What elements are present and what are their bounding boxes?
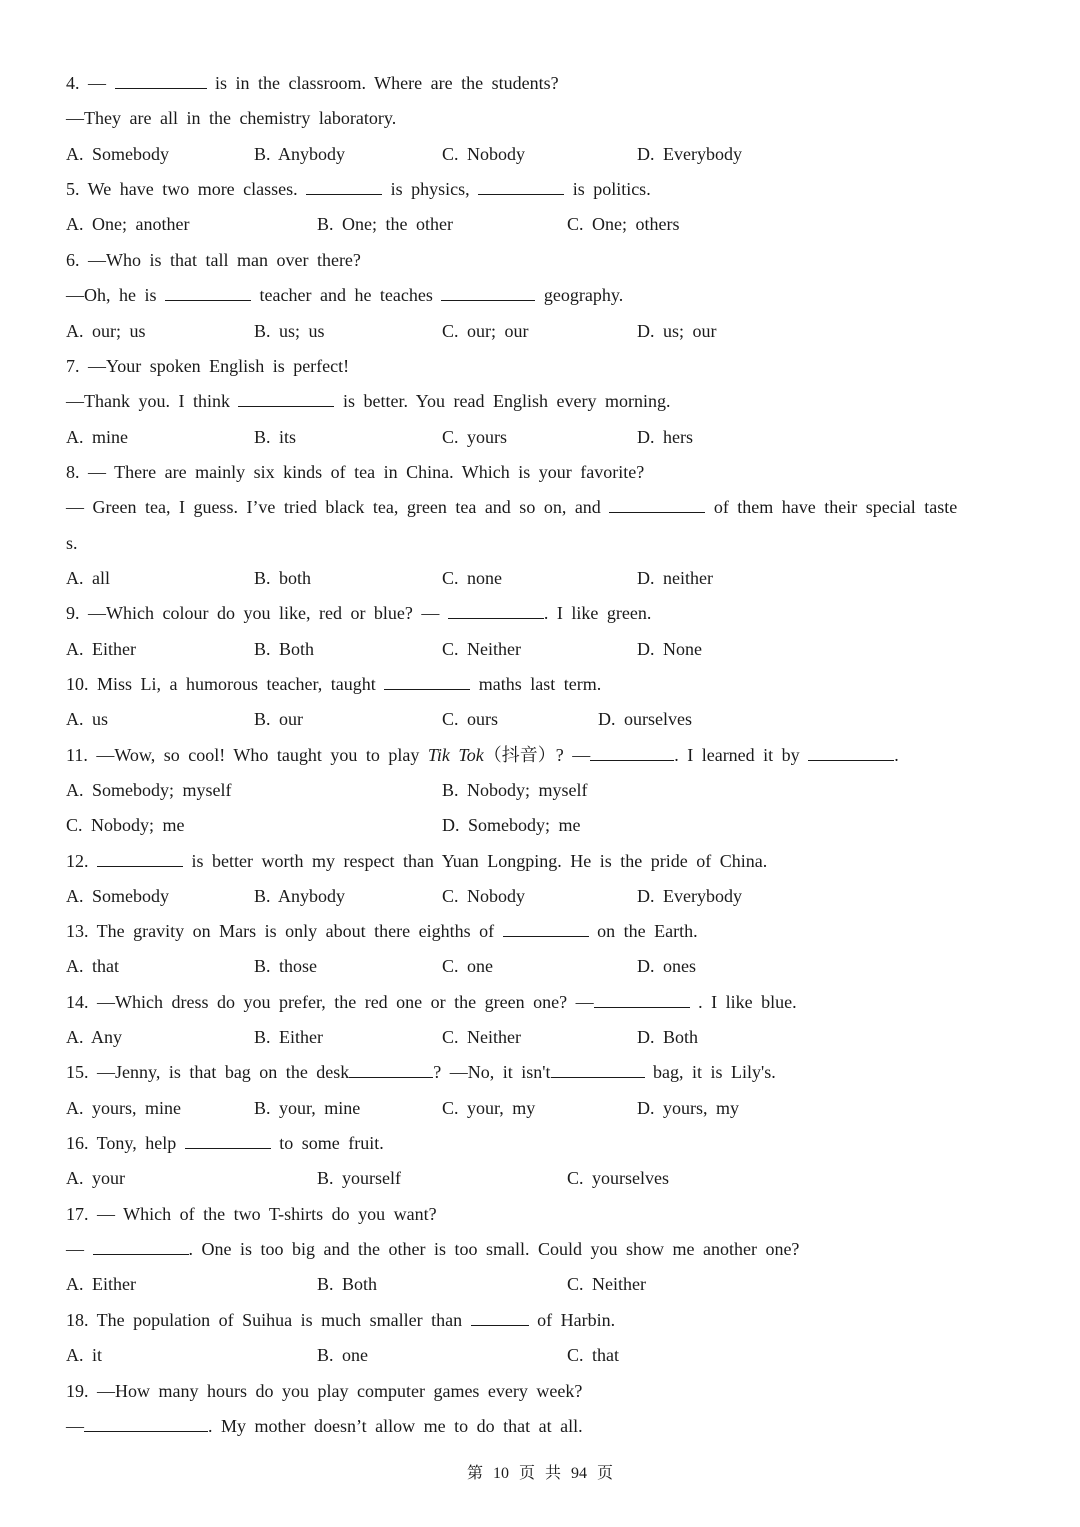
option-11-b[interactable]: B. Nobody; myself (442, 780, 588, 800)
option-12-b[interactable]: B. Anybody (254, 886, 346, 906)
question-7-line-1 (66, 354, 349, 378)
option-18-b[interactable]: B. one (317, 1345, 368, 1365)
answer-blank[interactable] (97, 849, 183, 867)
option-12-d[interactable]: D. Everybody (637, 886, 742, 906)
question-text: 14. —Which dress do you prefer, the red one or the green one? — (66, 992, 594, 1012)
option-8-d[interactable]: D. neither (637, 568, 713, 588)
option-7-d[interactable]: D. hers (637, 427, 693, 447)
question-15-line-1 (66, 1060, 776, 1084)
option-17-b[interactable]: B. Both (317, 1274, 378, 1294)
option-17-c[interactable]: C. Neither (567, 1274, 646, 1294)
option-11-a[interactable]: A. Somebody; myself (66, 780, 232, 800)
question-text: 12. (66, 851, 97, 871)
question-text: on the Earth. (588, 921, 698, 941)
option-4-d[interactable]: D. Everybody (637, 144, 742, 164)
question-text: —Thank you. I think (66, 391, 239, 411)
option-8-c[interactable]: C. none (442, 568, 502, 588)
option-16-b[interactable]: B. yourself (317, 1168, 401, 1188)
option-7-c[interactable]: C. yours (442, 427, 508, 447)
option-13-d[interactable]: D. ones (637, 956, 696, 976)
option-8-a[interactable]: A. all (66, 568, 110, 588)
question-18-line-1 (66, 1308, 615, 1332)
question-text: geography. (535, 285, 624, 305)
question-text: is physics, (382, 179, 479, 199)
option-15-a[interactable]: A. yours, mine (66, 1098, 181, 1118)
question-text: . (894, 745, 899, 765)
question-14-line-1 (66, 990, 797, 1014)
question-text: 5. We have two more classes. (66, 179, 307, 199)
option-12-a[interactable]: A. Somebody (66, 886, 169, 906)
question-text: bag, it is Lily's. (644, 1062, 776, 1082)
option-11-d[interactable]: D. Somebody; me (442, 815, 581, 835)
option-4-c[interactable]: C. Nobody (442, 144, 526, 164)
option-14-c[interactable]: C. Neither (442, 1027, 521, 1047)
question-text: is in the classroom. Where are the students? (206, 73, 559, 93)
option-5-c[interactable]: C. One; others (567, 214, 680, 234)
option-16-a[interactable]: A. your (66, 1168, 125, 1188)
option-18-a[interactable]: A. it (66, 1345, 103, 1365)
option-17-a[interactable]: A. Either (66, 1274, 136, 1294)
option-14-b[interactable]: B. Either (254, 1027, 323, 1047)
answer-blank[interactable] (503, 919, 589, 937)
option-13-b[interactable]: B. those (254, 956, 318, 976)
answer-blank[interactable] (609, 495, 705, 513)
question-text: 7. —Your spoken English is perfect! (66, 356, 350, 376)
answer-blank[interactable] (185, 1131, 271, 1149)
question-text: 15. —Jenny, is that bag on the desk (66, 1062, 350, 1082)
option-4-a[interactable]: A. Somebody (66, 144, 169, 164)
question-text: teacher and he teaches (251, 285, 442, 305)
question-5-line-1 (66, 177, 651, 201)
option-6-c[interactable]: C. our; our (442, 321, 529, 341)
question-text: is better. You read English every morning. (334, 391, 671, 411)
question-text: 16. Tony, help (66, 1133, 185, 1153)
option-10-c[interactable]: C. ours (442, 709, 499, 729)
question-text: —They are all in the chemistry laboratory. (66, 108, 397, 128)
option-8-b[interactable]: B. both (254, 568, 312, 588)
question-text: 17. — Which of the two T-shirts do you want? (66, 1204, 437, 1224)
answer-blank[interactable] (84, 1414, 208, 1432)
option-9-d[interactable]: D. None (637, 639, 702, 659)
question-8-line-2 (66, 495, 957, 519)
question-text: . I like blue. (689, 992, 797, 1012)
option-10-b[interactable]: B. our (254, 709, 303, 729)
option-9-a[interactable]: A. Either (66, 639, 136, 659)
question-16-line-1 (66, 1131, 384, 1155)
option-5-b[interactable]: B. One; the other (317, 214, 453, 234)
question-9-line-1 (66, 601, 651, 625)
question-text: 8. — There are mainly six kinds of tea in China. Which is your favorite? (66, 462, 645, 482)
option-15-c[interactable]: C. your, my (442, 1098, 536, 1118)
option-7-b[interactable]: B. its (254, 427, 297, 447)
question-text: maths last term. (470, 674, 602, 694)
answer-blank[interactable] (448, 601, 544, 619)
answer-blank[interactable] (551, 1060, 645, 1078)
question-text: ? —No, it isn't (433, 1062, 551, 1082)
question-text: of them have their special taste (705, 497, 958, 517)
option-7-a[interactable]: A. mine (66, 427, 128, 447)
option-13-a[interactable]: A. that (66, 956, 119, 976)
answer-blank[interactable] (165, 283, 251, 301)
app-name-italic: Tik Tok (427, 745, 484, 765)
option-15-b[interactable]: B. your, mine (254, 1098, 361, 1118)
answer-blank[interactable] (238, 389, 334, 407)
option-6-d[interactable]: D. us; our (637, 321, 717, 341)
option-14-d[interactable]: D. Both (637, 1027, 699, 1047)
option-14-a[interactable]: A. Any (66, 1027, 123, 1047)
answer-blank[interactable] (306, 177, 382, 195)
option-15-d[interactable]: D. yours, my (637, 1098, 739, 1118)
answer-blank[interactable] (115, 71, 207, 89)
question-19-line-2 (66, 1414, 583, 1438)
answer-blank[interactable] (478, 177, 564, 195)
question-text: to some fruit. (270, 1133, 384, 1153)
question-text: s. (66, 533, 78, 553)
question-12-line-1 (66, 849, 767, 873)
option-12-c[interactable]: C. Nobody (442, 886, 526, 906)
question-8-line-1 (66, 460, 644, 484)
option-10-a[interactable]: A. us (66, 709, 109, 729)
question-4-line-1 (66, 71, 559, 95)
question-text: . My mother doesn’t allow me to do that at all. (208, 1416, 583, 1436)
option-6-b[interactable]: B. us; us (254, 321, 325, 341)
question-text: 10. Miss Li, a humorous teacher, taught (66, 674, 385, 694)
option-9-b[interactable]: B. Both (254, 639, 315, 659)
answer-blank[interactable] (590, 743, 674, 761)
question-17-line-1 (66, 1202, 437, 1226)
question-text: 18. The population of Suihua is much smaller than (66, 1310, 471, 1330)
question-6-line-2 (66, 283, 623, 307)
answer-blank[interactable] (349, 1060, 433, 1078)
question-text: . I like green. (543, 603, 652, 623)
question-text: 11. —Wow, so cool! Who taught you to play (66, 745, 428, 765)
question-17-line-2 (66, 1237, 799, 1261)
option-5-a[interactable]: A. One; another (66, 214, 190, 234)
question-text: of Harbin. (528, 1310, 616, 1330)
question-4-line-2 (66, 106, 396, 130)
question-text: 19. —How many hours do you play computer games every week? (66, 1381, 583, 1401)
question-10-line-1 (66, 672, 601, 696)
page-footer: 第 10 页 共 94 页 (466, 1465, 613, 1482)
option-6-a[interactable]: A. our; us (66, 321, 146, 341)
question-11-line-1 (66, 743, 899, 767)
question-13-line-1 (66, 919, 698, 943)
question-text: is politics. (564, 179, 651, 199)
question-text: 13. The gravity on Mars is only about there eighths of (66, 921, 503, 941)
answer-blank[interactable] (808, 743, 894, 761)
question-text: . One is too big and the other is too small. Could you show me another one? (188, 1239, 800, 1259)
question-text: — (66, 1416, 84, 1436)
answer-blank[interactable] (471, 1308, 529, 1326)
option-16-c[interactable]: C. yourselves (567, 1168, 669, 1188)
question-text: 4. — (66, 73, 115, 93)
option-10-d[interactable]: D. ourselves (598, 709, 692, 729)
question-text: 9. —Which colour do you like, red or blue? — (66, 603, 448, 623)
option-9-c[interactable]: C. Neither (442, 639, 521, 659)
question-text: —Oh, he is (66, 285, 165, 305)
option-13-c[interactable]: C. one (442, 956, 493, 976)
question-8-line-3 (66, 531, 78, 555)
answer-blank[interactable] (93, 1237, 189, 1255)
question-text: — Green tea, I guess. I’ve tried black tea, green tea and so on, and (66, 497, 610, 517)
answer-blank[interactable] (594, 990, 690, 1008)
question-text: . I learned it by (674, 745, 809, 765)
question-text: （抖音）? — (483, 745, 591, 765)
question-text: 6. —Who is that tall man over there? (66, 250, 361, 270)
option-11-c[interactable]: C. Nobody; me (66, 815, 185, 835)
option-4-b[interactable]: B. Anybody (254, 144, 346, 164)
question-7-line-2 (66, 389, 670, 413)
question-6-line-1 (66, 248, 361, 272)
answer-blank[interactable] (384, 672, 470, 690)
question-19-line-1 (66, 1379, 582, 1403)
answer-blank[interactable] (441, 283, 535, 301)
option-18-c[interactable]: C. that (567, 1345, 619, 1365)
question-text: is better worth my respect than Yuan Longping. He is the pride of China. (183, 851, 768, 871)
question-text: — (66, 1239, 93, 1259)
